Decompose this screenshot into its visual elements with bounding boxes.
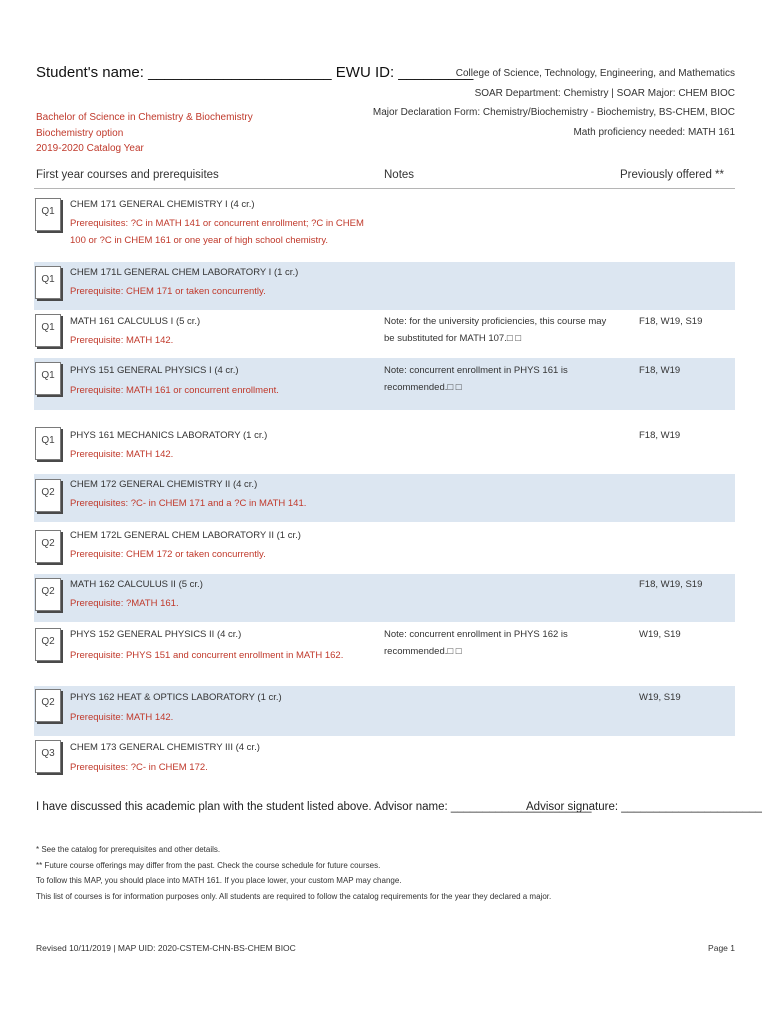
offered-column-header: Previously offered ** bbox=[620, 169, 724, 181]
course-title: PHYS 162 HEAT & OPTICS LABORATORY (1 cr.) bbox=[70, 692, 282, 703]
quarter-checkbox[interactable]: Q1 bbox=[35, 427, 61, 460]
course-note: Note: for the university proficiencies, this course may be substituted for MATH 107.□ □ bbox=[384, 316, 607, 344]
advisor-signature-line: Advisor signature: ______________________ bbox=[526, 801, 762, 813]
quarter-checkbox[interactable]: Q2 bbox=[35, 578, 61, 611]
quarter-checkbox[interactable]: Q2 bbox=[35, 689, 61, 722]
course-note: Note: concurrent enrollment in PHYS 162 is recommended.□ □ bbox=[384, 629, 568, 657]
college-name: College of Science, Technology, Engineering, and Mathematics bbox=[455, 68, 735, 79]
course-prerequisite: Prerequisites: ?C in MATH 141 or concurrent enrollment; ?C in CHEM 100 or ?C in CHEM 161 or one year of high school chemistry. bbox=[70, 218, 364, 246]
course-prerequisite: Prerequisite: CHEM 171 or taken concurrently. bbox=[70, 286, 266, 297]
previously-offered: F18, W19, S19 bbox=[639, 579, 703, 590]
course-title: CHEM 173 GENERAL CHEMISTRY III (4 cr.) bbox=[70, 742, 260, 753]
math-proficiency: Math proficiency needed: MATH 161 bbox=[573, 126, 735, 138]
previously-offered: W19, S19 bbox=[639, 692, 681, 703]
course-prerequisite: Prerequisite: MATH 142. bbox=[70, 335, 174, 346]
course-prerequisite: Prerequisite: ?MATH 161. bbox=[70, 598, 179, 609]
quarter-checkbox[interactable]: Q2 bbox=[35, 628, 61, 661]
footnotes bbox=[36, 842, 551, 904]
course-prerequisite: Prerequisite: MATH 142. bbox=[70, 712, 174, 723]
quarter-checkbox[interactable]: Q3 bbox=[35, 740, 61, 773]
quarter-checkbox[interactable]: Q1 bbox=[35, 266, 61, 299]
page-number: Page 1 bbox=[708, 943, 735, 953]
previously-offered: F18, W19 bbox=[639, 365, 681, 376]
footnote-placement: To follow this MAP, you should place into MATH 161. If you place lower, your custom MAP may change. bbox=[36, 876, 402, 885]
course-row bbox=[34, 422, 735, 472]
notes-column-header: Notes bbox=[384, 169, 415, 181]
course-prerequisite: Prerequisite: PHYS 151 and concurrent enrollment in MATH 162. bbox=[70, 650, 344, 661]
quarter-checkbox[interactable]: Q2 bbox=[35, 530, 61, 563]
quarter-checkbox[interactable]: Q1 bbox=[35, 314, 61, 347]
previously-offered: W19, S19 bbox=[639, 629, 681, 640]
course-row bbox=[34, 474, 735, 522]
college-info bbox=[373, 64, 735, 142]
course-title: MATH 162 CALCULUS II (5 cr.) bbox=[70, 579, 203, 590]
footnote-disclaimer: This list of courses is for information purposes only. All students are required to follow the catalog requirements for the year they declared a major. bbox=[36, 891, 552, 901]
course-row bbox=[34, 262, 735, 310]
course-title: PHYS 151 GENERAL PHYSICS I (4 cr.) bbox=[70, 365, 239, 376]
previously-offered: F18, W19, S19 bbox=[639, 316, 703, 327]
soar-department: SOAR Department: Chemistry | SOAR Major: CHEM BIOC bbox=[474, 87, 735, 99]
course-prerequisite: Prerequisites: ?C- in CHEM 171 and a ?C in MATH 141. bbox=[70, 498, 307, 509]
catalog-year: 2019-2020 Catalog Year bbox=[36, 143, 144, 154]
previously-offered: F18, W19 bbox=[639, 430, 681, 441]
courses-column-header: First year courses and prerequisites bbox=[36, 169, 219, 181]
program-info bbox=[36, 110, 253, 157]
course-row bbox=[34, 574, 735, 622]
footnote-offerings: ** Future course offerings may differ from the past. Check the course schedule for future courses. bbox=[36, 860, 381, 870]
course-prerequisite: Prerequisites: ?C- in CHEM 172. bbox=[70, 762, 208, 773]
quarter-checkbox[interactable]: Q1 bbox=[35, 362, 61, 395]
course-row bbox=[34, 310, 735, 358]
course-note: Note: concurrent enrollment in PHYS 161 is recommended.□ □ bbox=[384, 365, 568, 393]
course-row bbox=[34, 524, 735, 574]
revision-info: Revised 10/11/2019 | MAP UID: 2020-CSTEM-CHN-BS-CHEM BIOC bbox=[36, 943, 296, 953]
quarter-checkbox[interactable]: Q1 bbox=[35, 198, 61, 231]
course-title: CHEM 171 GENERAL CHEMISTRY I (4 cr.) bbox=[70, 199, 255, 210]
course-title: CHEM 171L GENERAL CHEM LABORATORY I (1 cr.) bbox=[70, 267, 299, 278]
course-title: CHEM 172 GENERAL CHEMISTRY II (4 cr.) bbox=[70, 479, 258, 490]
course-title: CHEM 172L GENERAL CHEM LABORATORY II (1 cr.) bbox=[70, 530, 301, 541]
course-row bbox=[34, 686, 735, 736]
course-row bbox=[34, 622, 735, 680]
advisor-statement: I have discussed this academic plan with the student listed above. Advisor name: ______________________ bbox=[36, 801, 592, 813]
course-prerequisite: Prerequisite: MATH 161 or concurrent enrollment. bbox=[70, 385, 279, 396]
degree-name: Bachelor of Science in Chemistry & Biochemistry bbox=[36, 112, 253, 123]
course-row bbox=[34, 358, 735, 410]
student-name-line: Student's name: ______________________ EWU ID: _________ bbox=[36, 64, 474, 81]
course-title: PHYS 152 GENERAL PHYSICS II (4 cr.) bbox=[70, 629, 242, 640]
course-title: MATH 161 CALCULUS I (5 cr.) bbox=[70, 316, 201, 327]
course-prerequisite: Prerequisite: MATH 142. bbox=[70, 449, 174, 460]
course-title: PHYS 161 MECHANICS LABORATORY (1 cr.) bbox=[70, 430, 268, 441]
course-row bbox=[34, 736, 735, 786]
course-row bbox=[34, 194, 735, 254]
option-name: Biochemistry option bbox=[36, 127, 124, 139]
quarter-checkbox[interactable]: Q2 bbox=[35, 479, 61, 512]
header-divider bbox=[34, 188, 735, 189]
major-declaration: Major Declaration Form: Chemistry/Biochemistry - Biochemistry, BS-CHEM, BIOC bbox=[372, 107, 735, 118]
footnote-catalog: * See the catalog for prerequisites and other details. bbox=[36, 845, 221, 854]
course-prerequisite: Prerequisite: CHEM 172 or taken concurrently. bbox=[70, 549, 266, 560]
